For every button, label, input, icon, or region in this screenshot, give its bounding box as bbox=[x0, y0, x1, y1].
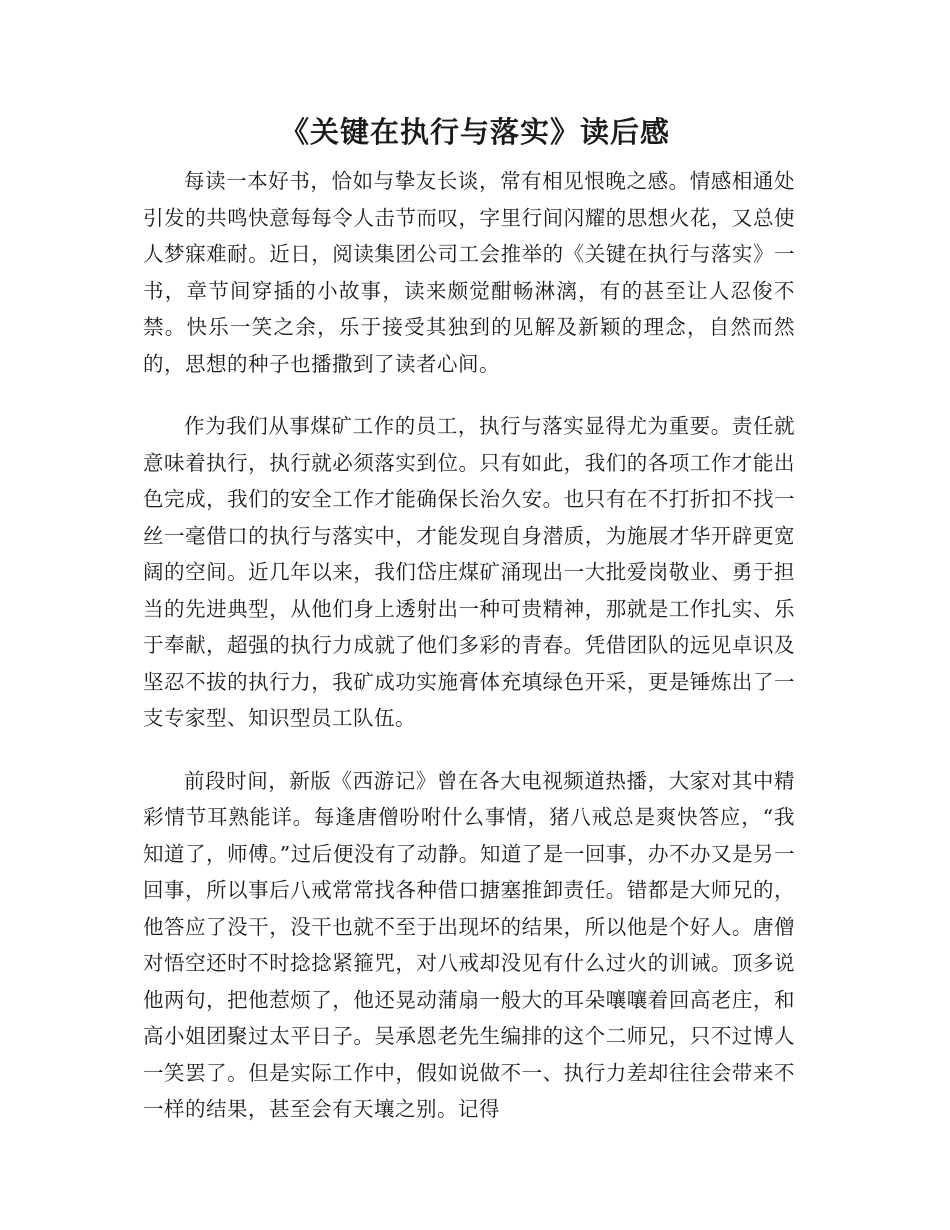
document-body bbox=[143, 163, 795, 1154]
document-title: 《关键在执行与落实》读后感 bbox=[279, 115, 670, 149]
paragraph-2: 作为我们从事煤矿工作的员工，执行与落实显得尤为重要。责任就意味着执行，执行就必须落实到位。只有如此，我们的各项工作才能出色完成，我们的安全工作才能确保长治久安。也只有在不打折扣不找一丝一毫借口的执行与落实中，才能发现自身潜质，为施展才华开辟更宽阔的空间。近几年以来，我们岱庄煤矿涌现出一大批爱岗敬业、勇于担当的先进典型，从他们身上透射出一种可贵精神，那就是工作扎实、乐于奉献，超强的执行力成就了他们多彩的青春。凭借团队的远见卓识及坚忍不拔的执行力，我矿成功实施膏体充填绿色开采，更是锤炼出了一支专家型、知识型员工队伍。 bbox=[143, 414, 795, 730]
paragraph-1: 每读一本好书，恰如与挚友长谈，常有相见恨晚之感。情感相通处引发的共鸣快意每每令人击节而叹，字里行间闪耀的思想火花，又总使人梦寐难耐。近日，阅读集团公司工会推举的《关键在执行与落实》一书，章节间穿插的小故事，读来颇觉酣畅淋漓，有的甚至让人忍俊不禁。快乐一笑之余，乐于接受其独到的见解及新颖的理念，自然而然的，思想的种子也播撒到了读者心间。 bbox=[143, 169, 795, 376]
paragraph-3: 前段时间，新版《西游记》曾在各大电视频道热播，大家对其中精彩情节耳熟能详。每逢唐僧吩咐什么事情，猪八戒总是爽快答应，“我知道了，师傅。”过后便没有了动静。知道了是一回事，办不办又是另一回事，所以事后八戒常常找各种借口搪塞推卸责任。错都是大师兄的，他答应了没干，没干也就不至于出现坏的结果，所以他是个好人。唐僧对悟空还时不时捻捻紧箍咒，对八戒却没见有什么过火的训诫。顶多说他两句，把他惹烦了，他还晃动蒲扇一般大的耳朵嚷嚷着回高老庄，和高小姐团聚过太平日子。吴承恩老先生编排的这个二师兄，只不过博人一笑罢了。但是实际工作中，假如说做不一、执行力差却往往会带来不一样的结果，甚至会有天壤之别。记得 bbox=[143, 768, 795, 1121]
